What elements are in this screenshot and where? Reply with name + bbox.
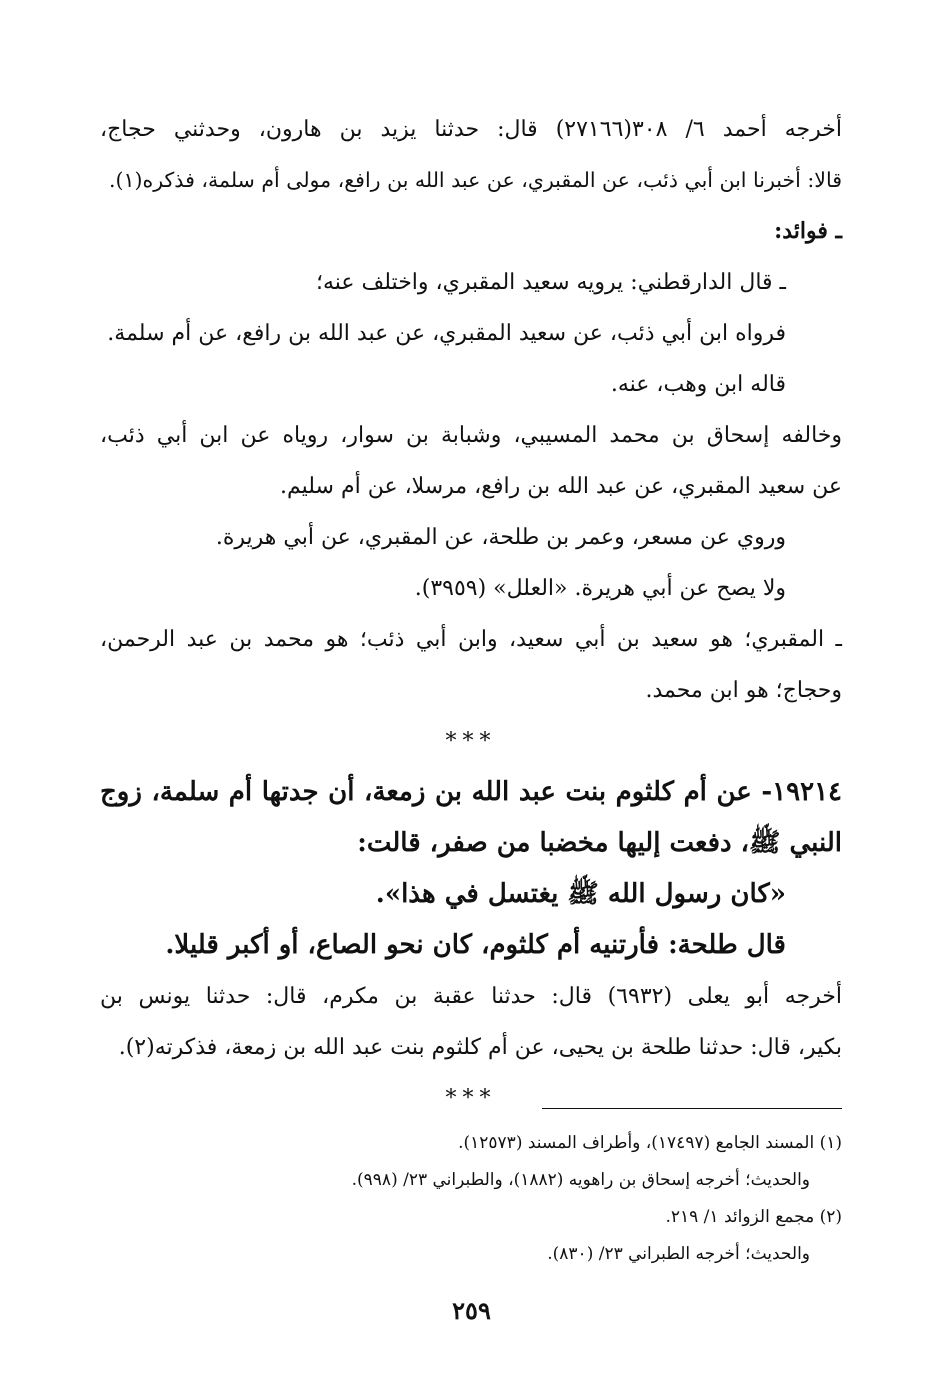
page-number: ٢٥٩	[452, 1296, 491, 1325]
hadith-19214-line-1: ١٩٢١٤- عن أم كلثوم بنت عبد الله بن زمعة، أن جدتها أم سلمة، زوج	[100, 777, 842, 807]
footnote-2: (٢) مجمع الزوائد ١/ ٢١٩.	[665, 1207, 842, 1227]
hadith-19214-talha-note: قال طلحة: فأرتنيه أم كلثوم، كان نحو الصاع، أو أكبر قليلا.	[165, 930, 786, 960]
narrator-identification-line-2: وحجاج؛ هو ابن محمد.	[645, 678, 842, 703]
takhrij-ahmad-line-2: قالا: أخبرنا ابن أبي ذئب، عن المقبري، عن عبد الله بن رافع، مولى أم سلمة، فذكره(١).	[108, 168, 842, 192]
misar-narration: وروي عن مسعر، وعمر بن طلحة، عن المقبري، عن أبي هريرة.	[215, 525, 786, 550]
ibn-wahb-note: قاله ابن وهب، عنه.	[610, 372, 786, 397]
hadith-19214-line-2: النبي ﷺ، دفعت إليها مخضبا من صفر، قالت:	[357, 828, 842, 858]
footnote-divider	[542, 1108, 842, 1109]
contradiction-line-2: عن سعيد المقبري، عن عبد الله بن رافع، مرسلا، عن أم سليم.	[280, 474, 842, 499]
ilal-reference: ولا يصح عن أبي هريرة. «العلل» (٣٩٥٩).	[414, 576, 786, 601]
takhrij-abu-yala-line-2: بكير، قال: حدثنا طلحة بن يحيى، عن أم كلثوم بنت عبد الله بن زمعة، فذكرته(٢).	[118, 1035, 842, 1060]
footnote-1-hadith: والحديث؛ أخرجه إسحاق بن راهويه (١٨٨٢)، والطبراني ٢٣/ (٩٩٨).	[351, 1170, 810, 1190]
daraqutni-quote: ـ قال الدارقطني: يرويه سعيد المقبري، واختلف عنه؛	[315, 270, 786, 295]
narrator-identification-line-1: ـ المقبري؛ هو سعيد بن أبي سعيد، وابن أبي ذئب؛ هو محمد بن عبد الرحمن،	[100, 627, 842, 652]
section-separator-end: ***	[445, 1086, 497, 1111]
page-body	[100, 104, 842, 1124]
contradiction-line-1: وخالفه إسحاق بن محمد المسيبي، وشبابة بن سوار، روياه عن ابن أبي ذئب،	[100, 423, 842, 448]
takhrij-ahmad-line-1: أخرجه أحمد ٦/ ٣٠٨(٢٧١٦٦) قال: حدثنا يزيد بن هارون، وحدثني حجاج،	[100, 117, 842, 142]
fawaid-heading: ـ فوائد:	[774, 218, 842, 244]
footnote-1: (١) المسند الجامع (١٧٤٩٧)، وأطراف المسند (١٢٥٧٣).	[458, 1133, 842, 1153]
footnotes	[100, 1108, 842, 1273]
takhrij-abu-yala-line-1: أخرجه أبو يعلى (٦٩٣٢) قال: حدثنا عقبة بن مكرم، قال: حدثنا يونس بن	[100, 984, 842, 1009]
footnote-2-hadith: والحديث؛ أخرجه الطبراني ٢٣/ (٨٣٠).	[547, 1244, 810, 1264]
ibn-abi-dhib-narration: فرواه ابن أبي ذئب، عن سعيد المقبري، عن عبد الله بن رافع، عن أم سلمة.	[107, 321, 786, 346]
section-separator: ***	[445, 729, 497, 754]
hadith-19214-matn: «كان رسول الله ﷺ يغتسل في هذا».	[375, 879, 786, 909]
